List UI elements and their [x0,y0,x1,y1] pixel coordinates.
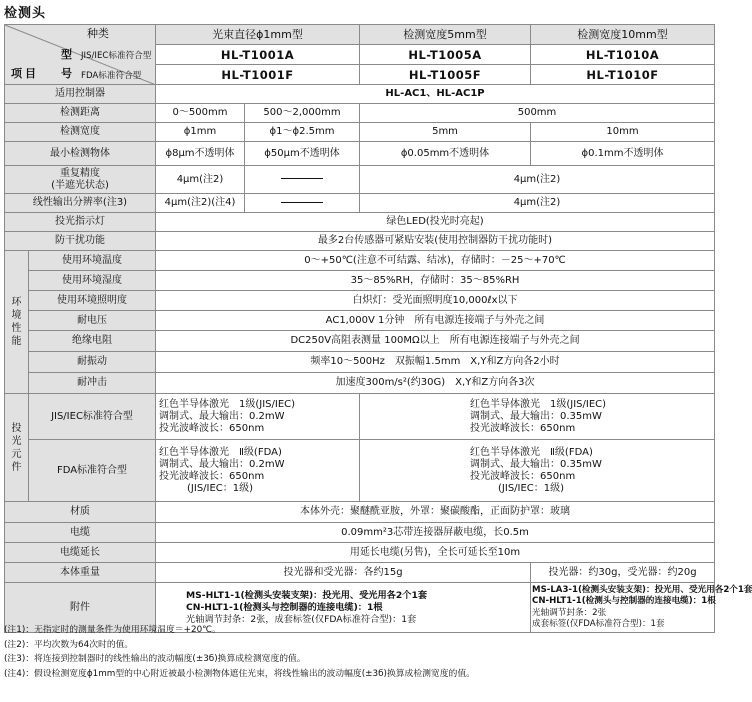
repeat-value-2 [245,166,360,194]
accessory-a-line-1: MS-HLT1-1(检测头安装支架)：投光用、受光用各2个1套 [186,589,428,601]
jis-element-a-line-3: 投光波峰波长：650nm [159,422,265,434]
insulation-value: DC250V高阻表测量 100MΩ以上 所有电源连接端子与外壳之间 [156,331,715,352]
row-label-resolution: 线性输出分辨率(注3) [5,194,156,213]
jis-standard-label: JIS/IEC标准符合型 [81,51,152,61]
spec-table [4,24,752,633]
fda-element-a-line-3: 投光波峰波长：650nm [159,470,265,482]
fda-element-b-line-2: 调制式、最大输出：0.35mW [470,458,602,470]
accessory-b-line-4: 成套标签(仅FDA标准符合型)：1套 [532,619,665,629]
fda-element-a-line-2: 调制式、最大输出：0.2mW [159,458,285,470]
jis-element-value-b [360,394,715,440]
jis-model-3: HL-T1010A [531,45,715,65]
row-label-env-humid: 使用环境湿度 [29,271,156,291]
col-header-1: 光束直径ϕ1mm型 [156,25,360,45]
repeat-value-1: 4μm(注2) [156,166,245,194]
row-label-shock: 耐冲击 [29,373,156,394]
model-label-2: 号 [61,67,72,80]
indicator-value: 绿色LED(投光时亮起) [156,213,715,232]
col-header-3: 检测宽度10mm型 [531,25,715,45]
row-label-fda-element: FDA标准符合型 [29,440,156,502]
accessory-a-line-3: 光轴调节封条：2张，成套标签(仅FDA标准符合型)：1套 [186,613,417,625]
env-temp-value: 0～+50℃(注意不可结露、结冰)，存储时：－25～+70℃ [156,251,715,271]
jis-element-value-a [156,394,360,440]
page-title: 检测头 [4,6,47,21]
row-label-min-object: 最小检测物体 [5,142,156,166]
distance-value-3: 500mm [360,104,715,123]
voltage-value: AC1,000V 1分钟 所有电源连接端子与外壳之间 [156,311,715,331]
footnote-2: (注2)：平均次数为64次时的值。 [4,639,134,650]
accessories-value-b [531,583,752,633]
row-label-cable-ext: 电缆延长 [5,543,156,563]
fda-element-a-line-1: 红色半导体激光 Ⅱ级(FDA) [159,446,282,458]
accessory-a-line-2: CN-HLT1-1(检测头与控制器的连接电缆)：1根 [186,601,383,613]
dash-mark [281,178,323,179]
fda-element-value-a [156,440,360,502]
resolution-value-3: 4μm(注2) [360,194,715,213]
weight-value-1: 投光器和受光器：各约15g [156,563,531,583]
row-label-distance: 检测距离 [5,104,156,123]
type-label: 种类 [87,27,109,40]
fda-element-a-line-4: (JIS/IEC：1级) [187,482,254,494]
row-label-env-temp: 使用环境温度 [29,251,156,271]
width-value-4: 10mm [531,123,715,142]
repeat-label-line-2: (半遮光状态) [51,179,109,191]
distance-value-1: 0～500mm [156,104,245,123]
fda-element-b-line-4: (JIS/IEC：1级) [498,482,565,494]
repeat-value-3: 4μm(注2) [360,166,715,194]
item-label: 项目 [11,67,39,80]
jis-element-a-line-2: 调制式、最大输出：0.2mW [159,410,285,422]
row-label-indicator: 投光指示灯 [5,213,156,232]
fda-element-b-line-1: 红色半导体激光 Ⅱ级(FDA) [470,446,593,458]
interference-value: 最多2台传感器可紧贴安装(使用控制器防干扰功能时) [156,232,715,251]
controller-value: HL-AC1、HL-AC1P [156,85,715,104]
env-group-label: 环境性能 [5,251,29,394]
fda-model-1: HL-T1001F [156,65,360,85]
jis-model-2: HL-T1005A [360,45,531,65]
jis-element-b-line-1: 红色半导体激光 1级(JIS/IEC) [470,398,607,410]
distance-value-2: 500～2,000mm [245,104,360,123]
row-label-env-light: 使用环境照明度 [29,291,156,311]
resolution-value-1: 4μm(注2)(注4) [156,194,245,213]
header-corner [5,25,156,85]
row-label-weight: 本体重量 [5,563,156,583]
row-label-controller: 适用控制器 [5,85,156,104]
accessory-b-line-1: MS-LA3-1(检测头安装支架)：投光用、受光用各2个1套 [532,584,752,595]
material-value: 本体外壳：聚醚酰亚胺，外罩：聚碳酸酯，正面防护罩：玻璃 [156,502,715,523]
row-label-interference: 防干扰功能 [5,232,156,251]
fda-model-2: HL-T1005F [360,65,531,85]
col-header-2: 检测宽度5mm型 [360,25,531,45]
fda-standard-label: FDA标准符合型 [81,71,142,81]
accessory-b-line-2: CN-HLT1-1(检测头与控制器的连接电缆)：1根 [532,596,716,606]
row-label-cable: 电缆 [5,523,156,543]
jis-element-b-line-2: 调制式、最大输出：0.35mW [470,410,602,422]
jis-model-1: HL-T1001A [156,45,360,65]
footnotes [4,623,475,681]
model-label-1: 型 [61,48,72,61]
min-object-value-1: ϕ8μm不透明体 [156,142,245,166]
vibration-value: 频率10～500Hz 双振幅1.5mm X,Y和Z方向各2小时 [156,352,715,373]
row-label-repeat [5,166,156,194]
cable-ext-value: 用延长电缆(另售)，全长可延长至10m [156,543,715,563]
cable-value: 0.09mm²3芯带连接器屏蔽电缆，长0.5m [156,523,715,543]
env-humid-value: 35～85%RH，存储时：35～85%RH [156,271,715,291]
weight-value-2: 投光器：约30g，受光器：约20g [531,563,715,583]
min-object-value-2: ϕ50μm不透明体 [245,142,360,166]
fda-element-b-line-3: 投光波峰波长：650nm [470,470,576,482]
resolution-value-2 [245,194,360,213]
row-label-width: 检测宽度 [5,123,156,142]
width-value-2: ϕ1～ϕ2.5mm [245,123,360,142]
dash-mark [281,202,323,203]
row-label-accessories: 附件 [5,583,156,633]
row-label-jis-element: JIS/IEC标准符合型 [29,394,156,440]
width-value-1: ϕ1mm [156,123,245,142]
env-light-value: 白炽灯：受光面照明度10,000ℓx以下 [156,291,715,311]
jis-element-a-line-1: 红色半导体激光 1级(JIS/IEC) [159,398,296,410]
emitter-group-label: 投光元件 [5,394,29,502]
jis-element-b-line-3: 投光波峰波长：650nm [470,422,576,434]
min-object-value-4: ϕ0.1mm不透明体 [531,142,715,166]
row-label-voltage: 耐电压 [29,311,156,331]
footnote-1: (注1)：无指定时的测量条件为使用环境温度＝+20℃。 [4,625,221,635]
repeat-label-line-1: 重复精度 [60,167,100,179]
footnote-3: (注3)：将连接到控制器时的线性输出的波动幅度(±3б)换算成检测宽度的值。 [4,654,306,665]
row-label-insulation: 绝缘电阻 [29,331,156,352]
fda-element-value-b [360,440,715,502]
footnote-4: (注4)：假设检测宽度ϕ1mm型的中心附近被最小检测物体遮住光束，将线性输出的波动幅度(±3б)换算成检测宽度的值。 [4,668,475,679]
min-object-value-3: ϕ0.05mm不透明体 [360,142,531,166]
shock-value: 加速度300m/s²(约30G) X,Y和Z方向各3次 [156,373,715,394]
width-value-3: 5mm [360,123,531,142]
accessory-b-line-3: 光轴调节封条：2张 [532,607,607,618]
row-label-material: 材质 [5,502,156,523]
fda-model-3: HL-T1010F [531,65,715,85]
row-label-vibration: 耐振动 [29,352,156,373]
